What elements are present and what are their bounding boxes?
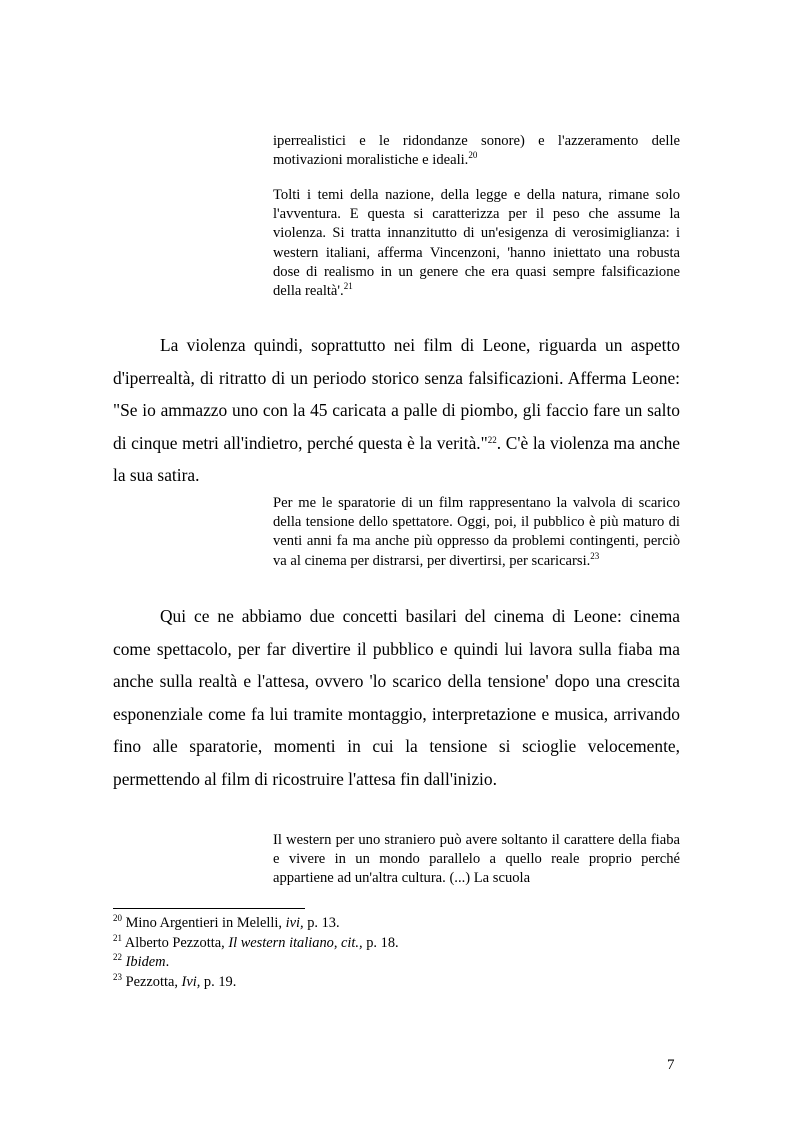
block-quote: iperrealistici e le ridondanze sonore) e l'azzeramento delle motivazioni moralistiche e ideali.$^{20}$ xyxy=(273,133,680,169)
page-number: 7 xyxy=(667,1057,675,1073)
block-quote: Il western per uno straniero può avere soltanto il carattere della fiaba e vivere in un mondo parallelo a quello reale proprio perché appartiene ad un'altra cultura. (...) La scuola xyxy=(273,832,680,887)
block-quote: Tolti i temi della nazione, della legge e della natura, rimane solo l'avventura. E questa si caratterizza per il peso che assume la violenza. Si tratta innanzitutto di un'esigenza di verosimiglianza: i western italiani, afferma Vincenzoni, 'hanno iniettato una robusta dose di realismo in un genere che era quasi sempre falsificazione della realtà'.$^{21}$ xyxy=(273,187,680,300)
footnote: $^{21}$ Alberto Pezzotta, Il western italiano, cit., p. 18. xyxy=(113,932,399,951)
footnote: $^{22}$ Ibidem. xyxy=(113,952,170,970)
footnotes-list xyxy=(113,914,680,992)
footnote-ref: 20 xyxy=(468,150,478,161)
footnote: $^{20}$ Mino Argentieri in Melelli, ivi, p. 13. xyxy=(113,913,340,931)
footnote-ref: 23 xyxy=(590,550,600,561)
block-quote: Per me le sparatorie di un film rappresentano la valvola di scarico della tensione dello spettatore. Oggi, poi, il pubblico è più maturo di venti anni fa ma anche più oppresso da problemi contingenti, perciò va al cinema per distrarsi, per divertirsi, per scaricarsi.$^{23}$ xyxy=(273,495,680,569)
footnote-ref: 22 xyxy=(487,434,497,445)
body-paragraph: La violenza quindi, soprattutto nei film di Leone, riguarda un aspetto d'iperrealtà, di ritratto di un periodo storico senza falsificazioni. Afferma Leone: "Se io ammazzo uno con la 45 caricata a palle di piombo, gli faccio fare un salto di cinque metri all'indietro, perché questa è la verità."$^{22}$. C'è la violenza ma anche la sua satira. xyxy=(113,335,680,486)
footnote: $^{23}$ Pezzotta, Ivi, p. 19. xyxy=(113,971,237,990)
body-paragraph: Qui ce ne abbiamo due concetti basilari del cinema di Leone: cinema come spettacolo, per far divertire il pubblico e quindi lui lavora sulla fiaba ma anche sulla realtà e l'attesa, ovvero 'lo scarico della tensione' dopo una crescita esponenziale come fa lui tramite montaggio, interpretazione e musica, arrivando fino alle sparatorie, momenti in cui la tensione si scioglie velocemente, permettendo al film di ricostruire l'attesa fin dall'inizio. xyxy=(113,606,680,789)
footnote-separator xyxy=(113,908,305,909)
footnote-ref: 21 xyxy=(343,281,353,292)
